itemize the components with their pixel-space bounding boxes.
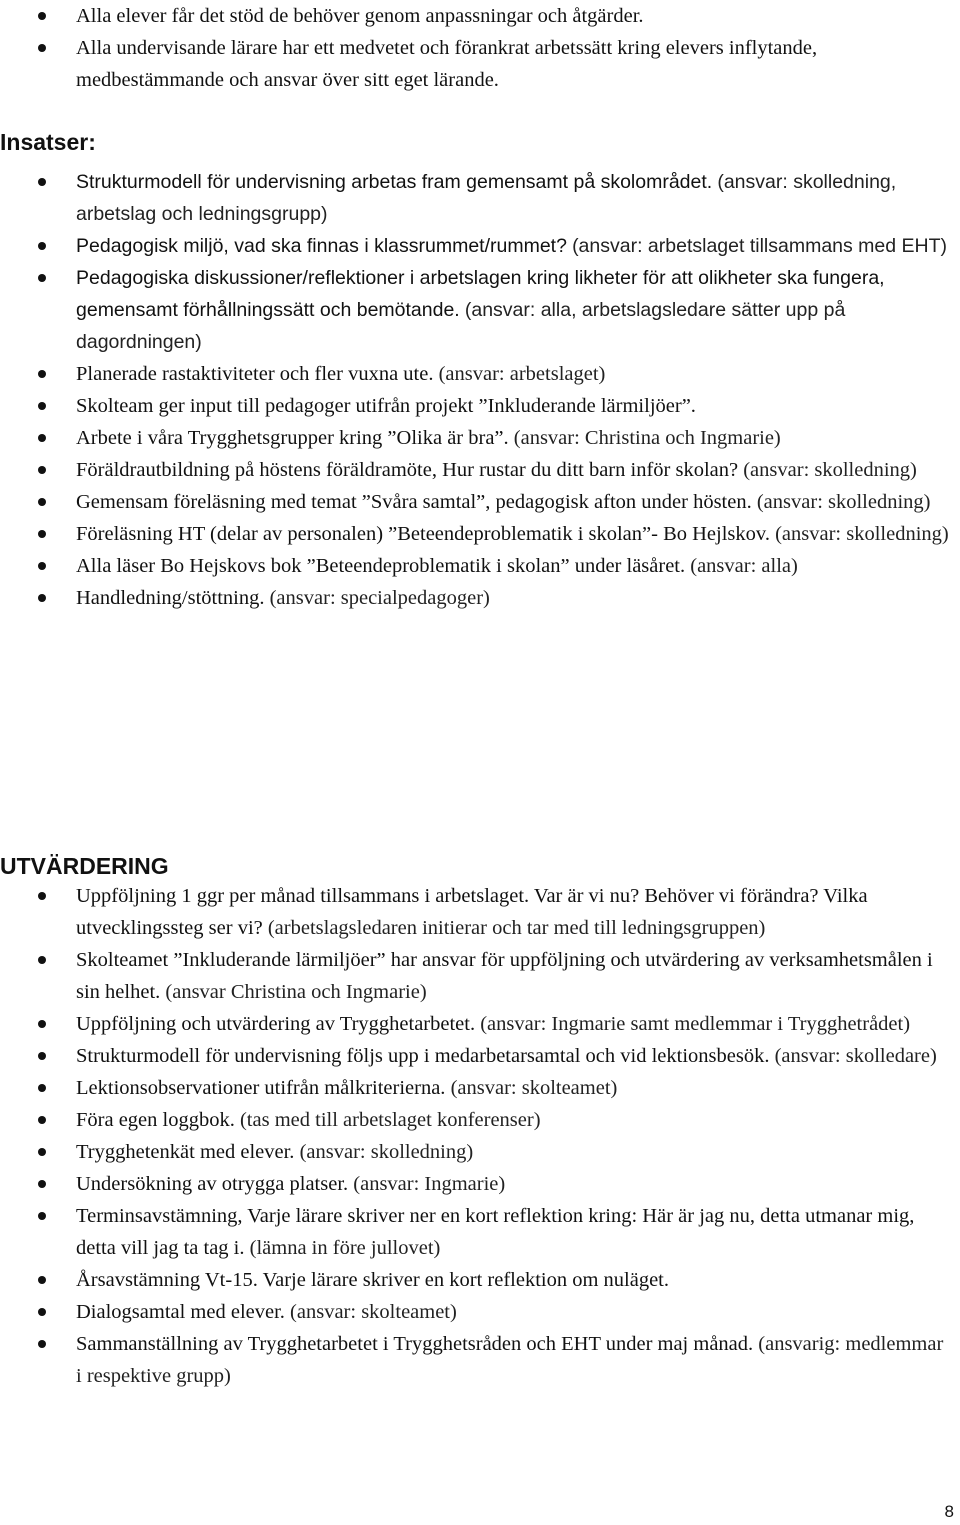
list-item: Strukturmodell för undervisning följs upp i medarbetarsamtal och vid lektionsbesök. (ansvar: skolledare) (0, 1040, 952, 1072)
utvardering-heading: UTVÄRDERING (0, 853, 169, 879)
list-item: Arbete i våra Trygghetsgrupper kring ”Olika är bra”. (ansvar: Christina och Ingmarie) (0, 422, 952, 454)
bullet-icon (38, 530, 46, 538)
list-item: Strukturmodell för undervisning arbetas fram gemensamt på skolområdet. (ansvar: skolledning, arbetslag och ledningsgrupp) (0, 166, 952, 230)
bullet-icon (38, 434, 46, 442)
bullet-icon (38, 370, 46, 378)
bullet-icon (38, 562, 46, 570)
insatser-heading: Insatser: (0, 129, 96, 155)
bullet-icon (38, 1084, 46, 1092)
bullet-icon (38, 242, 46, 250)
bullet-icon (38, 892, 46, 900)
list-item: Sammanställning av Trygghetarbetet i Trygghetsråden och EHT under maj månad. (ansvarig: medlemmar i respektive grupp) (0, 1328, 952, 1392)
list-item: Föräldrautbildning på höstens föräldramöte, Hur rustar du ditt barn inför skolan? (ansvar: skolledning) (0, 454, 952, 486)
bullet-icon (38, 1148, 46, 1156)
goals-list (0, 0, 952, 96)
bullet-icon (38, 44, 46, 52)
page-number: 8 (944, 1502, 954, 1521)
list-item: Alla läser Bo Hejskovs bok ”Beteendeproblematik i skolan” under läsåret. (ansvar: alla) (0, 550, 952, 582)
list-item: Trygghetenkät med elever. (ansvar: skolledning) (0, 1136, 952, 1168)
bullet-icon (38, 1308, 46, 1316)
list-item: Handledning/stöttning. (ansvar: specialpedagoger) (0, 582, 952, 614)
bullet-icon (38, 1052, 46, 1060)
list-item: Planerade rastaktiviteter och fler vuxna ute. (ansvar: arbetslaget) (0, 358, 952, 390)
list-item: Föra egen loggbok. (tas med till arbetslaget konferenser) (0, 1104, 952, 1136)
bullet-icon (38, 1276, 46, 1284)
list-item: Uppföljning och utvärdering av Trygghetarbetet. (ansvar: Ingmarie samt medlemmar i Trygghetrådet) (0, 1008, 952, 1040)
bullet-icon (38, 274, 46, 282)
list-item: Lektionsobservationer utifrån målkriterierna. (ansvar: skolteamet) (0, 1072, 952, 1104)
list-item: Föreläsning HT (delar av personalen) ”Beteendeproblematik i skolan”- Bo Hejlskov. (ansvar: skolledning) (0, 518, 952, 550)
bullet-icon (38, 498, 46, 506)
list-item: Skolteam ger input till pedagoger utifrån projekt ”Inkluderande lärmiljöer”. (0, 390, 952, 422)
bullet-icon (38, 12, 46, 20)
utvardering-list (0, 880, 952, 1392)
bullet-icon (38, 1020, 46, 1028)
list-item: Uppföljning 1 ggr per månad tillsammans i arbetslaget. Var är vi nu? Behöver vi förändra? Vilka utvecklingssteg ser vi? (arbetslagsledaren initierar och tar med till ledningsgruppen) (0, 880, 952, 944)
bullet-icon (38, 594, 46, 602)
bullet-icon (38, 178, 46, 186)
list-item: Terminsavstämning, Varje lärare skriver ner en kort reflektion kring: Här är jag nu, detta utmanar mig, detta vill jag ta tag i. (lämna in före jullovet) (0, 1200, 952, 1264)
list-item: Alla elever får det stöd de behöver genom anpassningar och åtgärder. (0, 0, 952, 32)
bullet-icon (38, 1180, 46, 1188)
list-item: Skolteamet ”Inkluderande lärmiljöer” har ansvar för uppföljning och utvärdering av verksamhetsmålen i sin helhet. (ansvar Christina och Ingmarie) (0, 944, 952, 1008)
list-item: Undersökning av otrygga platser. (ansvar: Ingmarie) (0, 1168, 952, 1200)
list-item: Årsavstämning Vt-15. Varje lärare skriver en kort reflektion om nuläget. (0, 1264, 952, 1296)
bullet-icon (38, 402, 46, 410)
list-item: Alla undervisande lärare har ett medvetet och förankrat arbetssätt kring elevers inflytande, medbestämmande och ansvar över sitt eget lärande. (0, 32, 952, 96)
bullet-icon (38, 1340, 46, 1348)
bullet-icon (38, 1212, 46, 1220)
list-item: Pedagogiska diskussioner/reflektioner i arbetslagen kring likheter för att olikheter ska fungera, gemensamt förhållningssätt och bemötande. (ansvar: alla, arbetslagsledare sätter upp på dagordningen) (0, 262, 952, 358)
list-item: Gemensam föreläsning med temat ”Svåra samtal”, pedagogisk afton under hösten. (ansvar: skolledning) (0, 486, 952, 518)
list-item: Pedagogisk miljö, vad ska finnas i klassrummet/rummet? (ansvar: arbetslaget tillsammans med EHT) (0, 230, 952, 262)
insatser-list (0, 166, 952, 614)
bullet-icon (38, 1116, 46, 1124)
bullet-icon (38, 956, 46, 964)
list-item: Dialogsamtal med elever. (ansvar: skolteamet) (0, 1296, 952, 1328)
bullet-icon (38, 466, 46, 474)
